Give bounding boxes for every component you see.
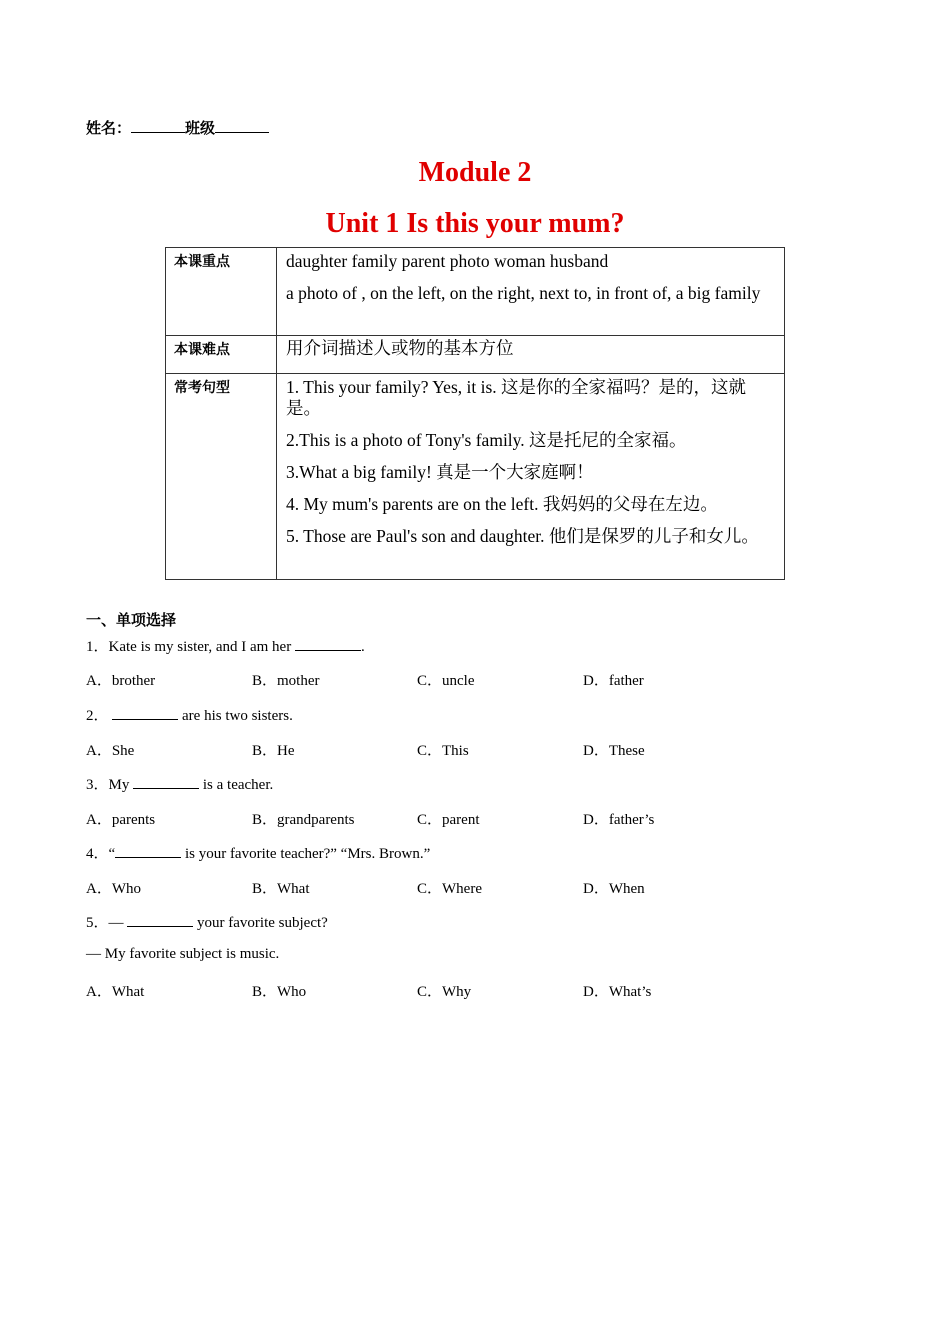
option-b[interactable]: B．grandparents — [252, 812, 355, 828]
question-5 — [86, 911, 328, 932]
difficulty-cell — [277, 336, 785, 374]
question-number: 2． — [86, 708, 109, 724]
question-text: “ — [108, 846, 116, 862]
name-blank[interactable] — [131, 118, 185, 133]
class-blank[interactable] — [215, 118, 269, 133]
question-3 — [86, 773, 273, 794]
difficulty-text: 用介词描述人或物的基本方位 — [286, 339, 514, 359]
question-text-end: is a teacher. — [199, 777, 274, 793]
lesson-info-table — [165, 247, 785, 580]
question-text: My — [108, 777, 134, 793]
option-b[interactable]: B．Who — [252, 984, 307, 1000]
option-d[interactable]: D．father’s — [583, 812, 655, 828]
question-2 — [86, 704, 293, 725]
option-d[interactable]: D．When — [583, 881, 645, 897]
question-number: 4． — [86, 846, 109, 862]
name-label: 姓名： — [86, 119, 132, 137]
option-d[interactable]: D．father — [583, 673, 644, 689]
option-a[interactable]: A．brother — [86, 673, 156, 689]
question-number: 5． — [86, 915, 109, 931]
question-text-end: . — [360, 639, 365, 655]
option-a[interactable]: A．parents — [86, 812, 156, 828]
answer-blank[interactable] — [115, 845, 181, 858]
key-points-words: daughter family parent photo woman husband — [286, 251, 609, 271]
option-b[interactable]: B．What — [252, 881, 310, 897]
question-number: 3． — [86, 777, 109, 793]
table-row — [166, 374, 785, 580]
option-a[interactable]: A．What — [86, 984, 145, 1000]
sentence-pattern-2: 2.This is a photo of Tony's family. 这是托尼的全家福。 — [286, 430, 687, 450]
key-points-cell — [277, 248, 785, 336]
question-5-answer-line: — My favorite subject is music. — [86, 946, 280, 962]
sentence-pattern-5: 5. Those are Paul's son and daughter. 他们是保罗的儿子和女儿。 — [286, 526, 759, 546]
option-c[interactable]: C．uncle — [417, 673, 475, 689]
option-b[interactable]: B．mother — [252, 673, 320, 689]
option-a[interactable]: A．Who — [86, 881, 141, 897]
sentence-pattern-1: 1. This your family? Yes, it is. 这是你的全家福吗？是的，这就是。 — [286, 377, 747, 418]
question-text-end: is your favorite teacher?” “Mrs. Brown.” — [181, 846, 431, 862]
option-c[interactable]: C．Where — [417, 881, 482, 897]
answer-blank[interactable] — [127, 914, 193, 927]
sentence-pattern-4: 4. My mum's parents are on the left. 我妈妈的父母在左边。 — [286, 494, 718, 514]
question-text: Kate is my sister, and I am her — [108, 639, 295, 655]
section-title: 一、单项选择 — [86, 611, 177, 629]
key-points-label: 本课重点 — [166, 248, 277, 336]
option-d[interactable]: D．What’s — [583, 984, 652, 1000]
option-b[interactable]: B．He — [252, 743, 295, 759]
sentence-pattern-3: 3.What a big family! 真是一个大家庭啊！ — [286, 462, 594, 482]
table-row — [166, 336, 785, 374]
sentence-patterns-label: 常考句型 — [166, 374, 277, 580]
student-info-line — [86, 117, 269, 138]
key-points-phrases: a photo of , on the left, on the right, next to, in front of, a big family — [286, 283, 761, 303]
question-4 — [86, 842, 430, 863]
question-number: 1． — [86, 639, 109, 655]
option-c[interactable]: C．parent — [417, 812, 480, 828]
option-d[interactable]: D．These — [583, 743, 645, 759]
class-label: 班级 — [185, 119, 216, 137]
question-text-end: your favorite subject? — [193, 915, 328, 931]
question-1 — [86, 635, 365, 656]
sentence-patterns-cell — [277, 374, 785, 580]
option-c[interactable]: C．Why — [417, 984, 472, 1000]
unit-title: Unit 1 Is this your mum? — [325, 208, 625, 239]
answer-blank[interactable] — [133, 776, 199, 789]
module-title: Module 2 — [418, 157, 532, 188]
answer-blank[interactable] — [112, 707, 178, 720]
option-c[interactable]: C．This — [417, 743, 469, 759]
difficulty-label: 本课难点 — [166, 336, 277, 374]
option-a[interactable]: A．She — [86, 743, 135, 759]
question-text-end: are his two sisters. — [178, 708, 293, 724]
answer-blank[interactable] — [295, 638, 361, 651]
question-text: — — [108, 915, 128, 931]
table-row — [166, 248, 785, 336]
